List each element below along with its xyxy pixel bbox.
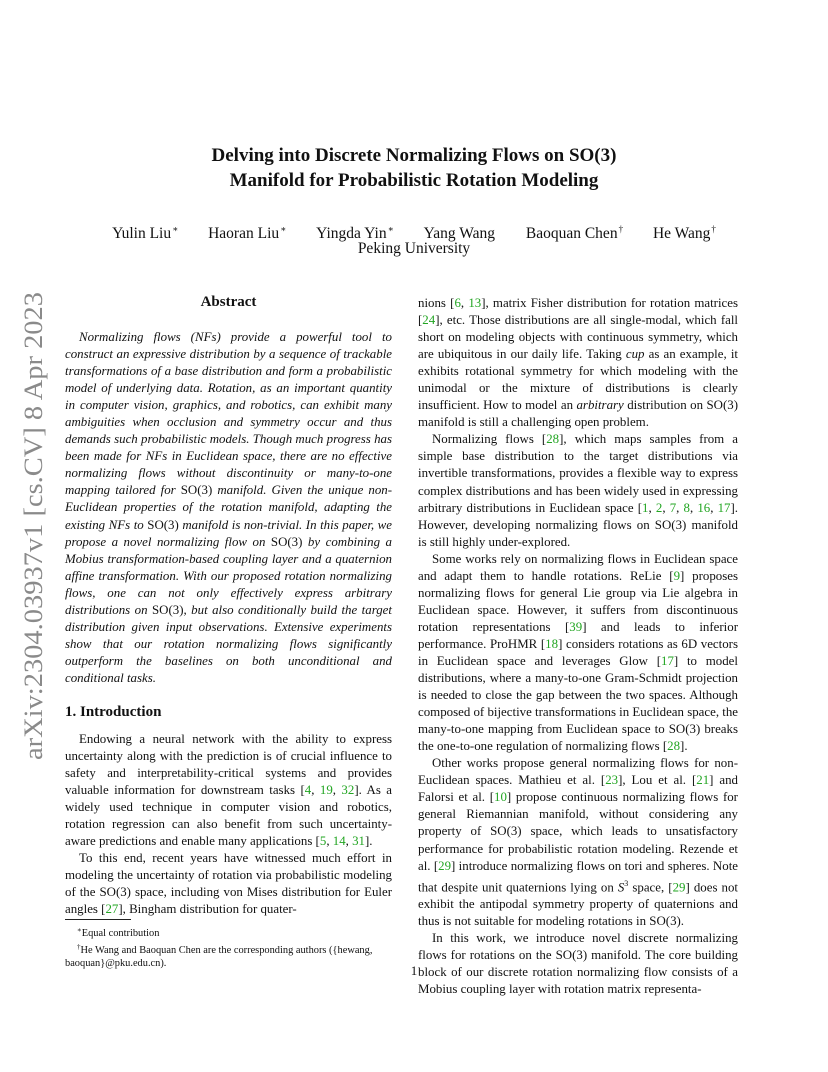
citation-link[interactable]: 19: [319, 783, 333, 798]
citation-link[interactable]: 24: [422, 313, 436, 328]
affiliation: Peking University: [357, 240, 471, 257]
citation-link[interactable]: 16: [697, 500, 711, 515]
footnote: ∗Equal contribution: [77, 926, 160, 939]
paragraph: Other works propose general normalizing flows for non-Euclidean spaces. Mathieu et al. [23], Lou et al. [21] and Falorsi et al. [10] propose continuous normalizing flows for general Riemannian manifold, without considering any property of SO(3) space, which leads to unsatisfactory performance for probabilistic rotation modeling. Rezende et al. [29] introduce normalizing flows on tori and spheres. Note that despite unit quaternions lying on $S^3$ space, [29] does not exhibit the antipodal symmetry property of quaternions and thus is not suitable for modeling rotations in SO(3).: [418, 756, 738, 928]
footnote: †He Wang and Baoquan Chen are the corresponding authors ({hewang, baoquan}@pku.edu.cn).: [65, 942, 373, 969]
paragraph: Normalizing flows [28], which maps samples from a simple base distribution to the target distributions via invertible transformations, provides a flexible way to express complex distributions and has been widely used in expressing arbitrary distributions in Euclidean space [1, 2, 7, 8, 16, 17]. However, developing normalizing flows on SO(3) manifold is still highly under-explored.: [418, 432, 739, 549]
citation-link[interactable]: 17: [717, 500, 731, 515]
citation-link[interactable]: 10: [494, 790, 507, 805]
citation-link[interactable]: 18: [545, 636, 559, 651]
citation-link[interactable]: 1: [642, 500, 649, 515]
citation-link[interactable]: 17: [661, 653, 674, 668]
arxiv-stamp-text: arXiv:2304.03937v1 [cs.CV] 8 Apr 2023: [19, 332, 48, 760]
arxiv-stamp: [18, 290, 48, 760]
citation-link[interactable]: 32: [341, 783, 355, 798]
citation-link[interactable]: 28: [667, 739, 681, 754]
paragraph: To this end, recent years have witnessed much effort in modeling the uncertainty of rotation via probabilistic modeling of the SO(3) space, including von Mises distribution for Euler angles [27], Bingham distribution for quater-: [65, 851, 392, 917]
introduction-body: [65, 731, 392, 919]
paper-title: [0, 143, 828, 193]
citation-link[interactable]: 28: [546, 432, 560, 447]
author: Yang Wang: [423, 225, 495, 242]
abstract-body: Normalizing flows (NFs) provide a powerful tool to construct an expressive distribution by a sequence of trackable transformations of a base distribution and form a probabilistic model of underlying data. Rotation, as an important quantity in computer vision, graphics, and robotics, can exhibit many ambiguities when occlusion and symmetry occur and thus demands such probabilistic models. Though much progress has been made for NFs in Euclidean space, there are no effective normalizing flows without discontinuity or many-to-one mapping tailored for SO(3) manifold. Given the unique non-Euclidean properties of the rotation manifold, adapting the existing NFs to SO(3) manifold is non-trivial. In this paper, we propose a novel normalizing flow on SO(3) by combining a Mobius transformation-based coupling layer and a quaternion affine transformation. With our proposed rotation normalizing flows, one can not only effectively express arbitrary distributions on SO(3), but also conditionally build the target distribution given input observations. Extensive experiments show that our rotation normalizing flows significantly outperform the baselines on both unconditional and conditional tasks.: [65, 330, 393, 685]
citation-link[interactable]: 2: [655, 500, 663, 515]
right-column-body: [418, 295, 738, 998]
title-line-1: Delving into Discrete Normalizing Flows on SO(3): [211, 145, 617, 166]
citation-link[interactable]: 27: [105, 902, 119, 917]
paragraph: In this work, we introduce novel discrete normalizing flows for rotations on the SO(3) manifold. The core building block of our discrete rotation normalizing flow consists of a Mobius coupling layer with rotation matrix representa-: [418, 931, 738, 997]
paragraph: Some works rely on normalizing flows in Euclidean space and adapt them to handle rotations. ReLie [9] proposes normalizing flows for general Lie group via Lie algebra in Euclidean space. However, it suffers from discontinuous rotation representations [39] and leads to inferior performance. ProHMR [18] considers rotations as 6D vectors in Euclidean space and leverages Glow [17] to model distributions, where a many-to-one Gram-Schmidt projection is needed to close the gap between the two spaces. Although composed of bijective transformations in Euclidean space, the many-to-one mapping from Euclidean space to SO(3) breaks the one-to-one regulation of normalizing flows [28].: [418, 551, 739, 754]
author: Haoran Liu∗: [208, 224, 287, 242]
title-line-2: Manifold for Probabilistic Rotation Modeling: [229, 170, 599, 191]
citation-link[interactable]: 31: [352, 834, 365, 849]
citation-link[interactable]: 13: [468, 296, 482, 310]
author: Yulin Liu∗: [112, 224, 179, 242]
paragraph: nions [6, 13], matrix Fisher distribution for rotation matrices [24], etc. Those distributions are all single-modal, which fall short on modeling objects with continuous symmetry, which are ubiquitous in our daily life. Taking cup as an example, it exhibits rotational symmetry for which modeling with the unimodal or the mixture of distributions is clearly insufficient. How to model an arbitrary distribution on SO(3) manifold is still a challenging open problem.: [418, 296, 738, 430]
citation-link[interactable]: 6: [454, 296, 461, 310]
page-number: 1: [410, 963, 418, 978]
citation-link[interactable]: 5: [319, 834, 327, 849]
abstract-heading: Abstract: [200, 294, 257, 310]
citation-link[interactable]: 29: [438, 858, 452, 873]
paragraph: Endowing a neural network with the ability to express uncertainty along with the prediction is of crucial influence to safety and interpretability-critical systems and provides valuable information for downstream tasks [4, 19, 32]. As a widely used technique in computer vision and robotics, rotation regression can also benefit from such uncertainty-aware predictions and enable many applications [5, 14, 31].: [65, 732, 393, 849]
citation-link[interactable]: 4: [304, 783, 312, 798]
citation-link[interactable]: 7: [669, 500, 677, 515]
author: Yingda Yin∗: [316, 224, 394, 242]
citation-link[interactable]: 8: [683, 500, 690, 515]
footnote-rule: [65, 919, 131, 920]
citation-link[interactable]: 29: [672, 879, 686, 894]
citation-link[interactable]: 23: [605, 773, 619, 788]
author: Baoquan Chen†: [525, 224, 624, 242]
author: He Wang†: [652, 224, 716, 242]
citation-link[interactable]: 21: [696, 773, 710, 788]
section-heading-introduction: 1. Introduction: [65, 704, 162, 720]
citation-link[interactable]: 39: [569, 619, 583, 634]
citation-link[interactable]: 9: [673, 568, 681, 583]
citation-link[interactable]: 14: [332, 834, 346, 849]
